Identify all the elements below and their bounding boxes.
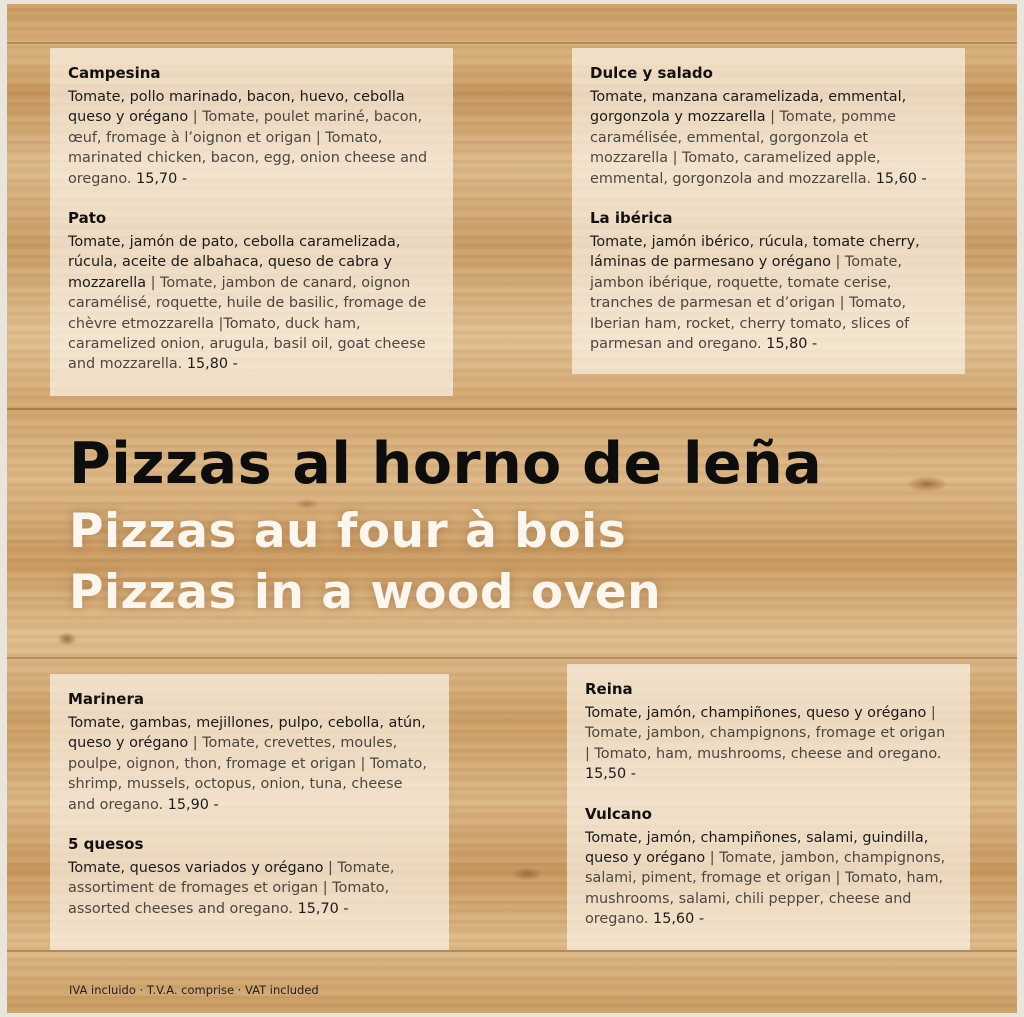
wood-plank-seam [7, 42, 1017, 44]
item-price: 15,80 - [761, 336, 818, 353]
desc-translations: | Tomate, crevettes, moules, poulpe, oignon, thon, fromage et origan | Tomato, shrimp, mussels, octopus, onion, tuna, cheese and oregano. [68, 735, 427, 813]
item-name: Pato [68, 209, 107, 228]
page-title-english: Pizzas in a wood oven [69, 565, 662, 620]
wood-plank-seam [7, 408, 1017, 410]
desc-spanish: Tomate, jamón de pato, cebolla caramelizada, rúcula, aceite de albahaca, queso de cabra y mozzarella [68, 234, 401, 291]
menu-page [7, 4, 1017, 1013]
menu-panel-top-right [572, 48, 965, 374]
item-price: 15,60 - [871, 170, 927, 187]
item-description [68, 713, 431, 815]
item-name: 5 quesos [68, 835, 144, 854]
item-description [68, 232, 435, 375]
item-description [68, 87, 435, 189]
desc-translations: | Tomate, assortiment de fromages et origan | Tomato, assorted cheeses and oregano. [68, 860, 395, 917]
desc-spanish: Tomate, jamón, champiñones, queso y orégano [585, 705, 927, 721]
tax-footnote: IVA incluido · T.V.A. comprise · VAT included [69, 983, 319, 997]
desc-translations: | Tomate, jambon, champignons, fromage et origan | Tomato, ham, mushrooms, cheese and oregano. [585, 705, 946, 762]
desc-spanish: Tomate, gambas, mejillones, pulpo, cebolla, atún, queso y orégano [68, 715, 426, 752]
item-name: Marinera [68, 690, 144, 708]
desc-translations: | Tomate, jambon de canard, oignon caramélisé, roquette, huile de basilic, fromage de chèvre etmozzarella |Tomato, duck ham, caramelized onion, arugula, basil oil, goat cheese and mozzarella. [68, 274, 427, 373]
menu-item [68, 207, 435, 375]
wood-plank-seam [7, 657, 1017, 659]
item-description [590, 232, 947, 354]
menu-item [68, 688, 431, 815]
item-description [590, 87, 947, 189]
menu-panel-top-left [50, 48, 453, 396]
desc-translations: | Tomate, jambon, champignons, salami, piment, fromage et origan | Tomato, ham, mushrooms, salami, chili pepper, cheese and oregano. [585, 850, 946, 928]
item-price: 15,70 - [131, 170, 188, 187]
menu-item [585, 678, 952, 785]
item-price: 15,70 - [293, 900, 349, 917]
desc-translations: | Tomate, jambon ibérique, roquette, tomate cerise, tranches de parmesan et d’origan | Tomato, Iberian ham, rocket, cherry tomato, slices of parmesan and oregano. [590, 254, 910, 353]
page-title-french: Pizzas au four à bois [69, 504, 627, 559]
menu-panel-bottom-right [567, 664, 970, 950]
wood-plank-seam [7, 950, 1017, 952]
item-name: Campesina [68, 64, 161, 82]
menu-item [68, 62, 435, 189]
menu-item [585, 803, 952, 930]
menu-item [590, 62, 947, 189]
item-name: Reina [585, 680, 633, 698]
desc-spanish: Tomate, jamón ibérico, rúcula, tomate cherry, láminas de parmesano y orégano [590, 234, 920, 271]
item-name: Vulcano [585, 804, 652, 823]
item-name: La ibérica [590, 209, 673, 228]
item-price: 15,90 - [163, 796, 219, 813]
item-description [68, 858, 431, 919]
page-title-spanish: Pizzas al horno de leña [69, 431, 823, 497]
item-description [585, 828, 952, 930]
desc-translations: | Tomate, pomme caramélisée, emmental, gorgonzola et mozzarella | Tomato, caramelized apple, emmental, gorgonzola and mozzarella. [590, 109, 896, 187]
menu-item [590, 207, 947, 354]
desc-spanish: Tomate, jamón, champiñones, salami, guindilla, queso y orégano [585, 829, 929, 867]
desc-spanish: Tomate, manzana caramelizada, emmental, gorgonzola y mozzarella [590, 89, 907, 126]
desc-spanish: Tomate, quesos variados y orégano [68, 860, 324, 877]
menu-item [68, 833, 431, 919]
desc-translations: | Tomate, poulet mariné, bacon, œuf, fromage à l’oignon et origan | Tomato, marinated chicken, bacon, egg, onion cheese and oregano. [68, 109, 428, 187]
item-description [585, 703, 952, 785]
item-name: Dulce y salado [590, 64, 713, 82]
item-price: 15,80 - [182, 356, 238, 373]
menu-panel-bottom-left [50, 674, 449, 950]
item-price: 15,50 - [585, 766, 636, 783]
desc-spanish: Tomate, pollo marinado, bacon, huevo, cebolla queso y orégano [68, 89, 405, 126]
item-price: 15,60 - [648, 911, 705, 928]
